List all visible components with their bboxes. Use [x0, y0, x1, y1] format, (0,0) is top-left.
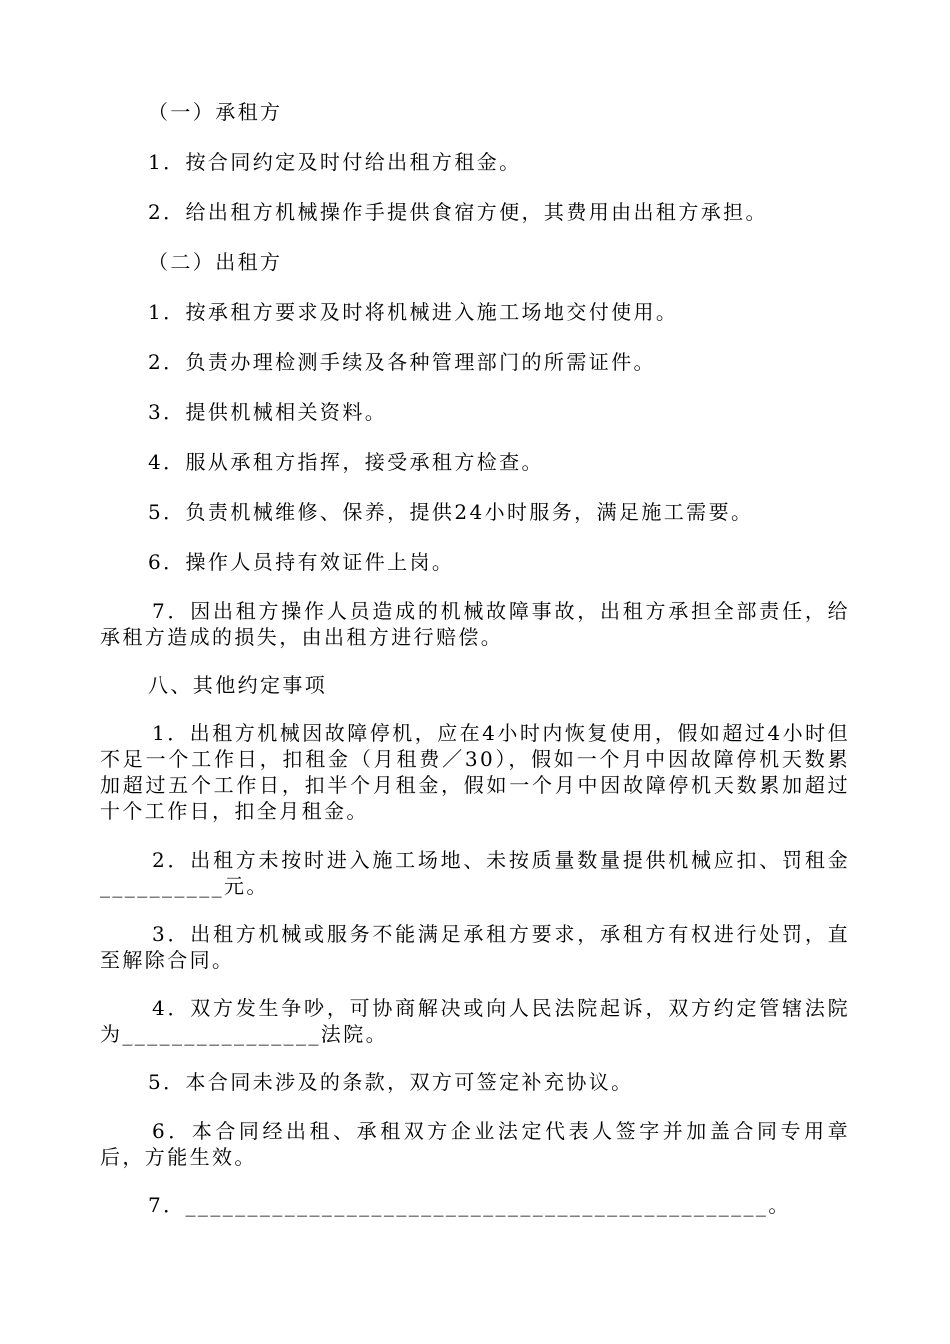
clause-lessee-2: 2．给出租方机械操作手提供食宿方便，其费用由出租方承担。	[148, 200, 768, 224]
clause-lessor-5: 5．负责机械维修、保养，提供24小时服务，满足施工需要。	[148, 500, 754, 524]
clause-other-6: 6．本合同经出租、承租双方企业法定代表人签字并加盖合同专用章后，方能生效。	[100, 1119, 850, 1169]
clause-lessor-1: 1．按承租方要求及时将机械进入施工场地交付使用。	[148, 300, 679, 324]
clause-other-5: 5．本合同未涉及的条款，双方可签定补充协议。	[148, 1070, 634, 1094]
clause-lessor-4: 4．服从承租方指挥，接受承租方检查。	[148, 450, 544, 474]
clause-other-7: 7．_______________________________________________。	[148, 1193, 791, 1217]
clause-lessor-2: 2．负责办理检测手续及各种管理部门的所需证件。	[148, 350, 656, 374]
clause-other-3: 3．出租方机械或服务不能满足承租方要求，承租方有权进行处罚，直至解除合同。	[100, 922, 850, 972]
clause-other-4: 4．双方发生争吵，可协商解决或向人民法院起诉，双方约定管辖法院为________________法院。	[100, 996, 850, 1046]
clause-lessor-7: 7．因出租方操作人员造成的机械故障事故，出租方承担全部责任，给承租方造成的损失，由出租方进行赔偿。	[100, 599, 850, 649]
clause-other-1: 1．出租方机械因故障停机，应在4小时内恢复使用，假如超过4小时但不足一个工作日，扣租金（月租费／30），假如一个月中因故障停机天数累加超过五个工作日，扣半个月租金，假如一个月中因故障停机天数累加超过十个工作日，扣全月租金。	[100, 721, 850, 823]
section-heading-lessee: （一）承租方	[148, 100, 283, 124]
clause-lessor-6: 6．操作人员持有效证件上岗。	[148, 550, 455, 574]
section-heading-other: 八、其他约定事项	[148, 673, 328, 697]
clause-other-2: 2．出租方未按时进入施工场地、未按质量数量提供机械应扣、罚租金__________元。	[100, 848, 850, 898]
clause-lessor-3: 3．提供机械相关资料。	[148, 400, 388, 424]
clause-lessee-1: 1．按合同约定及时付给出租方租金。	[148, 150, 522, 174]
section-heading-lessor: （二）出租方	[148, 250, 283, 274]
